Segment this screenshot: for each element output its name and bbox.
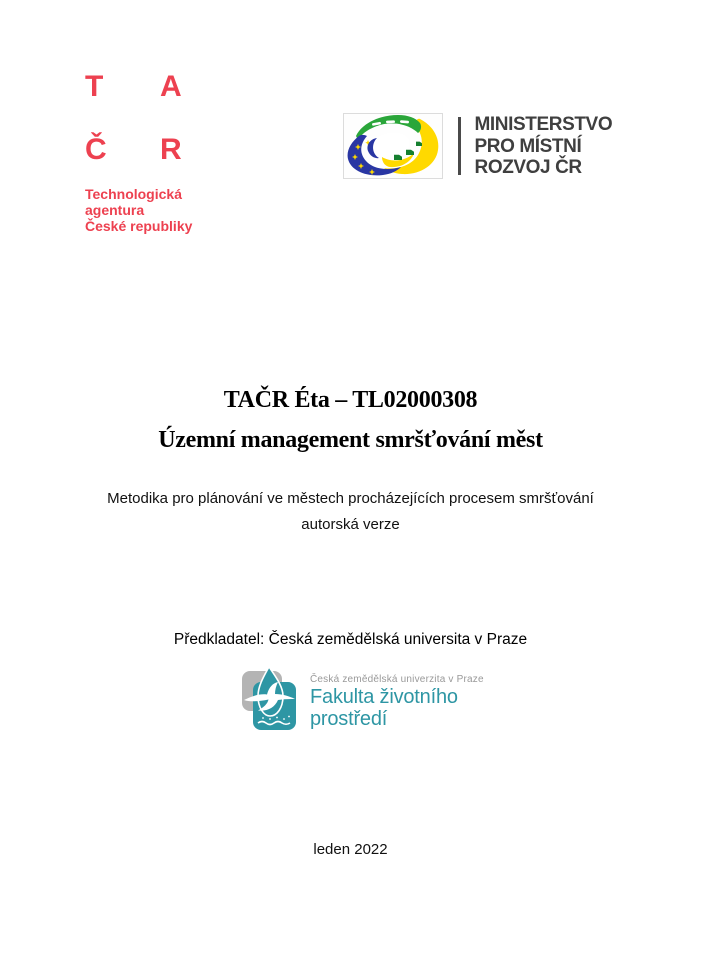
tacr-tagline-line1: Technologická [85,186,182,202]
tacr-letter-t: T [85,70,104,103]
tacr-letter-r: R [160,133,182,166]
tacr-letter-c: Č [85,133,107,166]
document-subtitle [0,486,701,538]
ministry-name-line2: PRO MÍSTNÍ [474,135,582,157]
faculty-logo [241,666,484,731]
tacr-tagline [85,186,192,234]
faculty-name-line2: prostředí [310,708,388,730]
ministry-emblem-svg [344,114,442,178]
ministry-emblem-icon [343,113,443,179]
faculty-emblem-icon [241,666,298,731]
ministry-logo [343,113,612,179]
tacr-tagline-line3: České republiky [85,218,193,234]
document-title-line2: Územní management smršťování měst [158,427,543,453]
ministry-name [475,113,613,179]
publication-date: leden 2022 [313,841,388,858]
faculty-university-line: Česká zemědělská univerzita v Praze [310,674,484,685]
faculty-logo-text [310,666,484,729]
subtitle-line2: autorská verze [301,516,400,533]
tacr-letters-row1 [85,72,235,102]
tacr-letter-a: A [160,70,182,103]
subtitle-line1: Metodika pro plánování ve městech procházejících procesem smršťování [107,490,594,507]
faculty-name-line1: Fakulta životního [310,686,458,708]
ministry-name-line3: ROZVOJ ČR [474,157,582,178]
tacr-tagline-line2: agentura [85,202,145,218]
submitter-line: Předkladatel: Česká zemědělská universita v Praze [173,631,528,648]
document-title-line1: TAČR Éta – TL02000308 [223,387,478,413]
ministry-name-line1: MINISTERSTVO [474,114,613,135]
ministry-logo-divider [458,117,461,175]
tacr-letters-row2 [85,135,235,165]
